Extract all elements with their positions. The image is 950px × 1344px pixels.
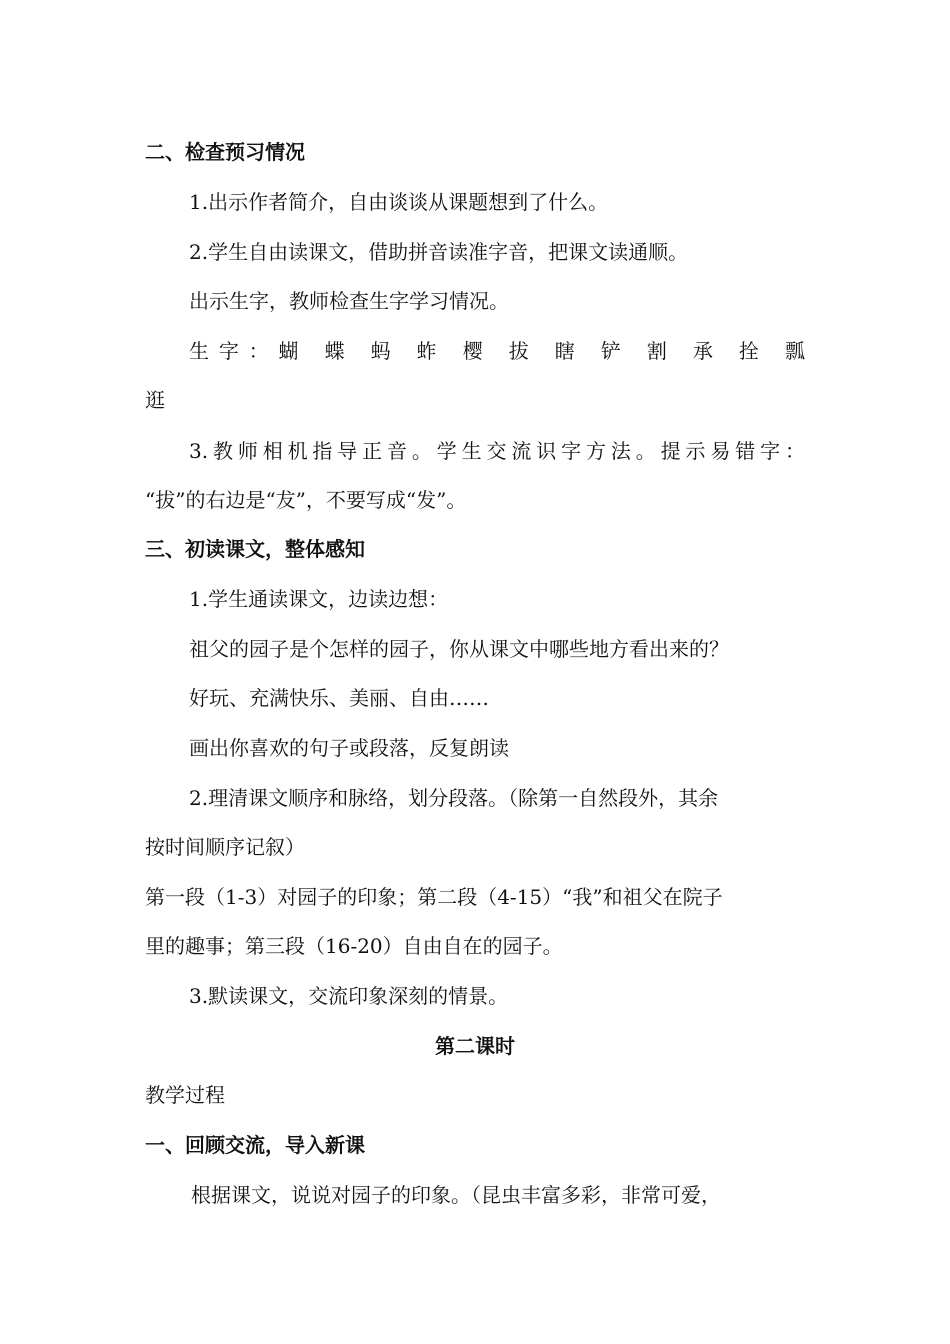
paragraph-line: 根据课文，说说对园子的印象。（昆虫丰富多彩，非常可爱， <box>191 1183 721 1207</box>
section-heading-3: 三、初读课文，整体感知 <box>145 537 365 561</box>
section-heading-1: 一、回顾交流，导入新课 <box>145 1133 365 1157</box>
paragraph-line: 2.理清课文顺序和脉络，划分段落。（除第一自然段外，其余 <box>189 786 719 810</box>
paragraph-line: 出示生字，教师检查生字学习情况。 <box>189 289 509 313</box>
paragraph-line: 2.学生自由读课文，借助拼音读准字音，把课文读通顺。 <box>189 240 689 264</box>
lesson-title: 第二课时 <box>435 1034 515 1058</box>
paragraph-line: 1.出示作者简介，自由谈谈从课题想到了什么。 <box>189 190 609 214</box>
paragraph-line: “拔”的右边是“犮”，不要写成“发”。 <box>145 488 467 512</box>
paragraph-line: 画出你喜欢的句子或段落，反复朗读 <box>189 736 509 760</box>
paragraph-line: 1.学生通读课文，边读边想： <box>189 587 449 611</box>
paragraph-line: 好玩、充满快乐、美丽、自由…… <box>189 686 489 710</box>
paragraph-line: 里的趣事；第三段（16-20）自由自在的园子。 <box>145 934 563 958</box>
paragraph-line: 3.教师相机指导正音。学生交流识字方法。提示易错字： <box>189 439 805 463</box>
paragraph-line: 3.默读课文，交流印象深刻的情景。 <box>189 984 509 1008</box>
vocab-line: 生字：蝴 蝶 蚂 蚱 樱 拔 瞎 铲 割 承 拴 瓢 <box>189 339 805 363</box>
section-heading-2: 二、检查预习情况 <box>145 140 305 164</box>
paragraph-line: 按时间顺序记叙） <box>145 835 305 859</box>
subheading-process: 教学过程 <box>145 1083 225 1107</box>
paragraph-line: 第一段（1-3）对园子的印象；第二段（4-15）“我”和祖父在院子 <box>145 885 723 909</box>
paragraph-line: 祖父的园子是个怎样的园子，你从课文中哪些地方看出来的？ <box>189 637 729 661</box>
vocab-line-continued: 逛 <box>145 388 165 412</box>
